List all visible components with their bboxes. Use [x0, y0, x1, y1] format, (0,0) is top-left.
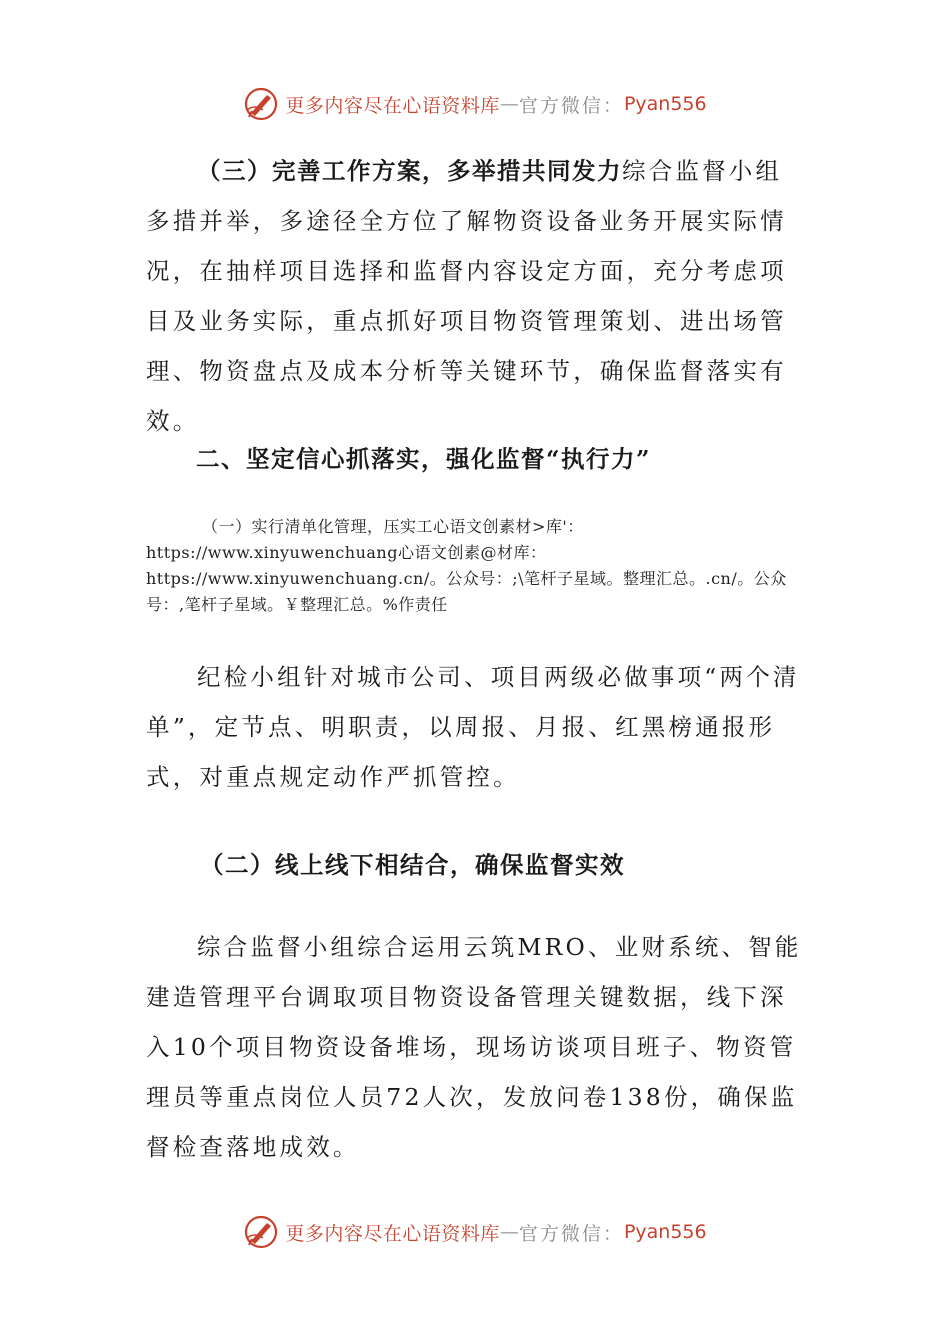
banner-text: 更多内容尽在心语资料库 — [285, 1222, 500, 1245]
paragraph-watermark-text: （一）实行清单化管理，压实工心语文创素材>库'：https://www.xinyuwenchuang心语文创素@材库：https://www.xinyuwenchuang.cn/。公众号：;\笔杆子星域。整理汇总。.cn/。公众号：,笔杆子星域。￥整理汇总。%作责任 — [146, 517, 787, 614]
banner-dash: — — [499, 93, 519, 115]
banner-text: 更多内容尽在心语资料库 — [285, 94, 500, 117]
paragraph-supervision: 综合监督小组综合运用云筑MRO、业财系统、智能建造管理平台调取项目物资设备管理关键数据，线下深入10个项目物资设备堆场，现场访谈项目班子、物资管理员等重点岗位人员72人次，发放问卷138份，确保监督检查落地成效。 — [146, 933, 802, 1161]
pen-logo-icon — [243, 86, 279, 122]
paragraph-checklist: 纪检小组针对城市公司、项目两级必做事项“两个清单”，定节点、明职责，以周报、月报、红黑榜通报形式，对重点规定动作严抓管控。 — [146, 663, 800, 791]
banner-wechat-label: 官方微信： — [518, 94, 624, 117]
banner-wechat-id: Pyan556 — [623, 93, 707, 115]
section-heading-online-offline: （二）线上线下相结合，确保监督实效 — [200, 851, 625, 879]
footer-banner — [0, 1212, 950, 1252]
paragraph-plan-heading: （三）完善工作方案，多举措共同发力 — [197, 157, 622, 185]
banner-wechat-id: Pyan556 — [623, 1221, 707, 1243]
section-heading-execution: 二、坚定信心抓落实，强化监督“执行力” — [196, 445, 652, 473]
pen-logo-icon — [243, 1214, 279, 1250]
header-banner — [0, 84, 950, 124]
paragraph-plan — [146, 146, 806, 446]
paragraph-plan-body: 综合监督小组多措并举，多途径全方位了解物资设备业务开展实际情况，在抽样项目选择和监督内容设定方面，充分考虑项目及业务实际，重点抓好项目物资管理策划、进出场管理、物资盘点及成本分析等关键环节，确保监督落实有效。 — [146, 157, 787, 435]
banner-wechat-label: 官方微信： — [518, 1222, 624, 1245]
banner-dash: — — [499, 1221, 519, 1243]
